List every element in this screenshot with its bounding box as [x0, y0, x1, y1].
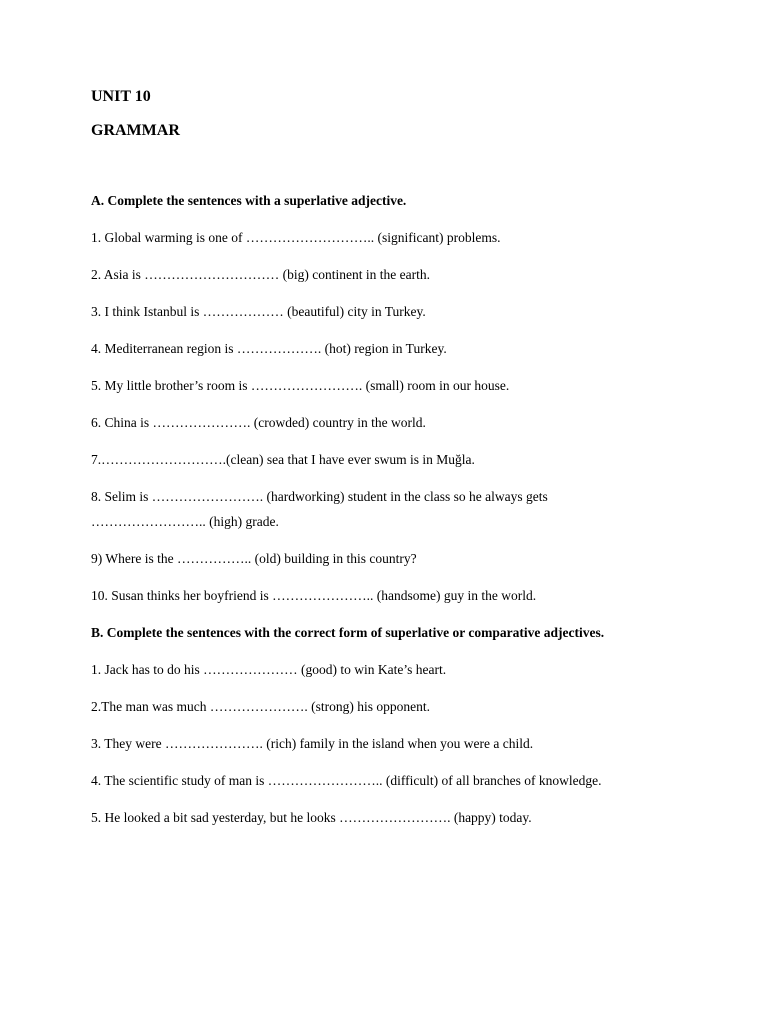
section-title: GRAMMAR — [91, 122, 180, 139]
section-a-item: 6. China is …………………. (crowded) country in the world. — [91, 415, 426, 430]
section-a-item: 4. Mediterranean region is ………………. (hot) region in Turkey. — [91, 341, 447, 356]
section-a-item: 1. Global warming is one of ……………………….. (significant) problems. — [91, 230, 501, 245]
section-b-item: 1. Jack has to do his ………………… (good) to win Kate’s heart. — [91, 662, 447, 677]
document-page — [91, 87, 651, 830]
section-a-item: 10. Susan thinks her boyfriend is ………………….. (handsome) guy in the world. — [91, 588, 537, 603]
section-b-heading: B. Complete the sentences with the correct form of superlative or comparative adjectives. — [91, 625, 605, 640]
section-b-item: 3. They were …………………. (rich) family in the island when you were a child. — [91, 736, 534, 751]
section-b-item: 2.The man was much …………………. (strong) his opponent. — [91, 699, 430, 714]
section-a-item: 3. I think Istanbul is ……………… (beautiful) city in Turkey. — [91, 304, 426, 319]
section-a-item: 2. Asia is ………………………… (big) continent in the earth. — [91, 267, 430, 282]
section-a-item: 9) Where is the …………….. (old) building in this country? — [91, 551, 417, 566]
section-a-item: 5. My little brother’s room is ……………………. (small) room in our house. — [91, 378, 510, 393]
unit-title: UNIT 10 — [91, 88, 151, 105]
section-a-heading: A. Complete the sentences with a superlative adjective. — [91, 193, 407, 208]
section-a-item: 7.……………………….(clean) sea that I have ever swum is in Muğla. — [91, 452, 475, 467]
section-a-item: 8. Selim is ……………………. (hardworking) student in the class so he always gets …………………….. (high) grade. — [91, 489, 548, 529]
section-b-item: 5. He looked a bit sad yesterday, but he looks ……………………. (happy) today. — [91, 810, 532, 825]
section-b-item: 4. The scientific study of man is …………………….. (difficult) of all branches of knowledge. — [91, 773, 602, 788]
